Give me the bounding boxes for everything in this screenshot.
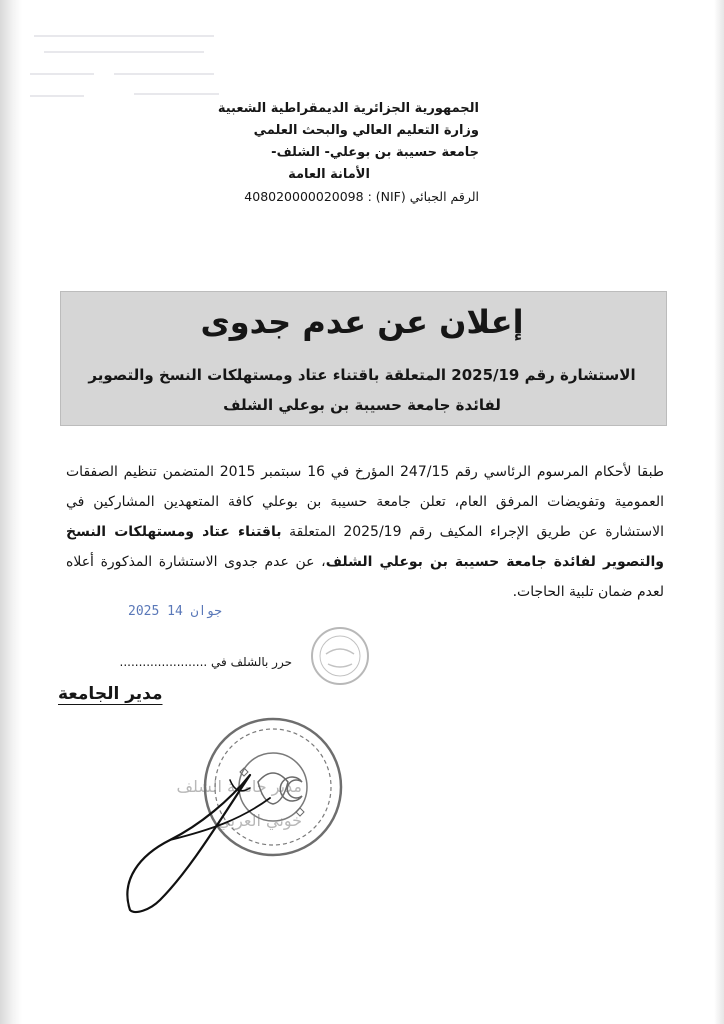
ministry-name: وزارة التعليم العالي والبحث العلمي: [253, 123, 479, 138]
nif-value: 408020000020098: [244, 189, 364, 204]
handwritten-signature: [100, 760, 310, 920]
small-seal-stamp: [308, 624, 372, 688]
scan-edge-right: [714, 0, 724, 1024]
republic-name: الجمهورية الجزائرية الديمقراطية الشعبية: [217, 101, 479, 116]
name-stamp-line-2: خوني العربي: [217, 811, 302, 830]
subtitle-line-1: الاستشارة رقم 2025/19 المتعلقة باقتناء عتاد ومستهلكات النسخ والتصوير: [88, 366, 636, 384]
nif-label: الرقم الجبائي (NIF) :: [367, 189, 479, 204]
faded-stamp-image: [24, 24, 224, 110]
subtitle-line-2: لفائدة جامعة حسيبة بن بوعلي الشلف: [223, 396, 501, 414]
signed-at-line: حرر بالشلف في .......................: [119, 655, 292, 669]
secretariat-name: الأمانة العامة: [288, 167, 370, 182]
date-stamp: 2025 جوان 14: [128, 604, 222, 619]
body-bold-part: باقتناء عتاد ومستهلكات النسخ والتصوير لفائدة جامعة حسيبة بن بوعلي الشلف: [66, 524, 665, 570]
nif-line: [219, 186, 479, 208]
announcement-subtitle: [0, 360, 724, 420]
name-stamp-line-1: مدير جامعة الشلف: [176, 777, 302, 796]
university-name: جامعة حسيبة بن بوعلي- الشلف-: [271, 145, 479, 160]
announcement-title: إعلان عن عدم جدوى: [200, 303, 524, 341]
letterhead: [219, 98, 479, 208]
director-label: مدير الجامعة: [58, 684, 163, 704]
body-part-1: طبقا لأحكام المرسوم الرئاسي رقم 247/15 المؤرخ في 16 سبتمبر 2015 المتضمن تنظيم الصفقات العمومية وتفويضات المرفق العام، تعلن جامعة حسيبة بن بوعلي كافة المتعهدين المشاركين في الاستشارة عن طريق الإجراء المكيف رقم 2025/19 المتعلقة: [66, 464, 664, 540]
scan-edge-left: [0, 0, 22, 1024]
body-part-2: ، عن عدم جدوى الاستشارة المذكورة أعلاه لعدم ضمان تلبية الحاجات.: [66, 554, 664, 600]
announcement-body: [66, 457, 664, 607]
